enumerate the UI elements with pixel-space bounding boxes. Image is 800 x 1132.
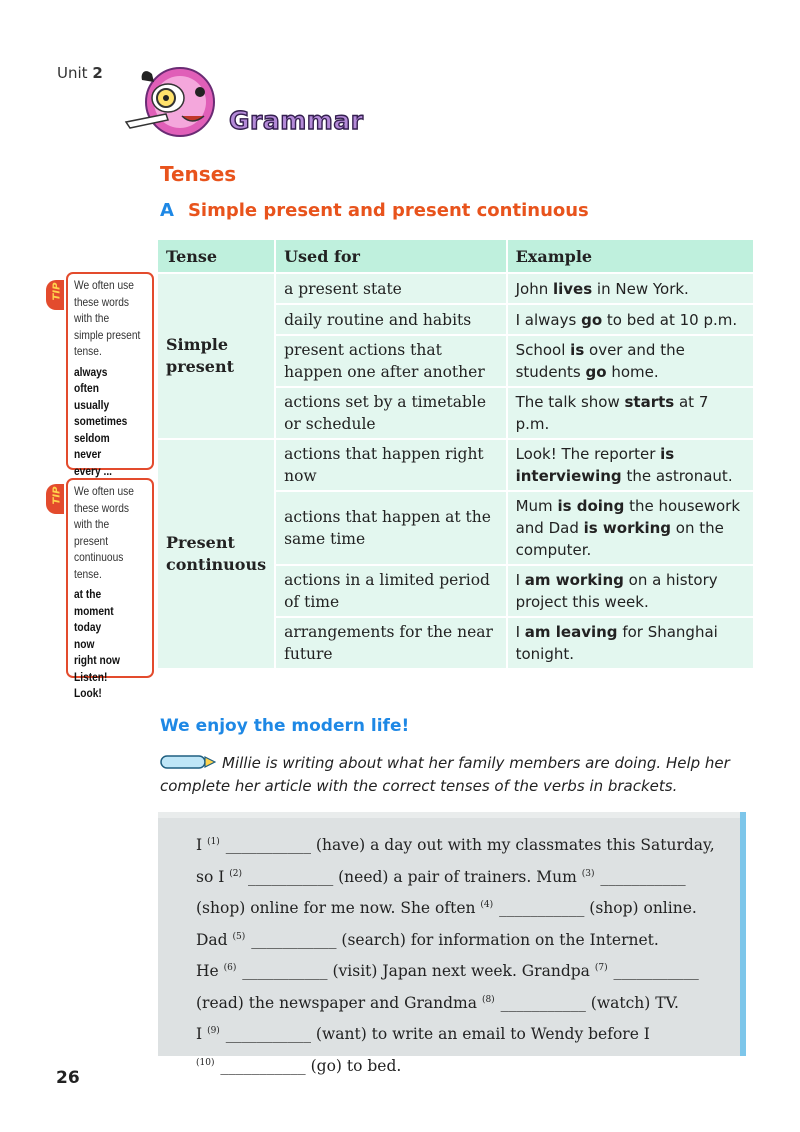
blank-number: (6) xyxy=(223,963,237,973)
list-item: today xyxy=(74,620,102,634)
example-cell: I am working on a history project this week. xyxy=(507,565,754,617)
list-item: right now xyxy=(74,653,120,667)
exercise-text-segment: (watch) TV. xyxy=(585,993,679,1012)
used-for-cell: daily routine and habits xyxy=(275,304,507,335)
exercise-title: We enjoy the modern life! xyxy=(160,716,410,736)
list-item: often xyxy=(74,381,99,395)
subsection-letter: A xyxy=(160,200,174,221)
used-for-cell: actions that happen right now xyxy=(275,439,507,491)
exercise-line xyxy=(196,828,736,860)
blank-number: (2) xyxy=(229,868,243,879)
header-example: Example xyxy=(507,240,754,273)
answer-blank[interactable]: ___________ xyxy=(495,993,586,1012)
tense-present-continuous: Present continuous xyxy=(158,439,275,669)
example-cell: Mum is doing the housework and Dad is working on the computer. xyxy=(507,491,754,565)
example-cell: John lives in New York. xyxy=(507,273,754,304)
tip-word-list xyxy=(74,364,146,480)
used-for-cell: present actions that happen one after another xyxy=(275,335,507,387)
answer-blank[interactable]: ___________ xyxy=(494,899,585,917)
grammar-mascot-icon xyxy=(122,62,234,142)
exercise-text-segment: (need) a pair of trainers. Mum xyxy=(333,867,582,886)
list-item: now xyxy=(74,636,95,651)
tense-simple-present: Simple present xyxy=(158,273,275,439)
answer-blank[interactable]: ___________ xyxy=(220,1025,311,1043)
exercise-text-segment: I xyxy=(196,1025,208,1043)
list-item: sometimes xyxy=(74,414,128,428)
exercise-text-segment: (want) to write an email to Wendy before I xyxy=(311,1025,650,1043)
example-cell: School is over and the students go home. xyxy=(507,335,754,387)
exercise-text-segment: so I xyxy=(196,867,230,886)
exercise-text-segment: (shop) online for me now. She often xyxy=(196,899,481,917)
list-item: seldom xyxy=(74,430,110,445)
exercise-line xyxy=(196,923,736,955)
example-cell: I am leaving for Shanghai tonight. xyxy=(507,617,754,669)
example-cell: Look! The reporter is interviewing the astronaut. xyxy=(507,439,754,491)
exercise-paper xyxy=(158,812,746,1075)
tip-word-list xyxy=(74,586,146,702)
exercise-line xyxy=(196,891,736,923)
list-item: usually xyxy=(74,397,110,412)
exercise-text-segment: He xyxy=(196,962,224,980)
answer-blank[interactable]: ___________ xyxy=(608,962,699,980)
exercise-line xyxy=(196,860,736,892)
answer-blank[interactable]: ___________ xyxy=(237,962,328,980)
tip-tag: TIP xyxy=(46,280,64,310)
answer-blank[interactable]: ___________ xyxy=(243,867,334,886)
answer-blank[interactable]: ___________ xyxy=(246,930,337,949)
exercise-text xyxy=(196,828,736,1080)
table-header-row xyxy=(158,240,754,273)
answer-blank[interactable]: ___________ xyxy=(215,1056,306,1075)
blank-number: (5) xyxy=(232,931,246,942)
used-for-cell: actions set by a timetable or schedule xyxy=(275,387,507,439)
blank-number: (3) xyxy=(581,868,595,879)
table-row xyxy=(158,439,754,491)
list-item: always xyxy=(74,364,108,379)
used-for-cell: actions in a limited period of time xyxy=(275,565,507,617)
blank-number: (10) xyxy=(196,1057,215,1068)
page-title: Tenses xyxy=(160,162,237,186)
exercise-text-segment: (search) for information on the Internet. xyxy=(336,930,659,949)
exercise-text-segment: (have) a day out with my classmates this Saturday, xyxy=(311,836,715,854)
list-item: Listen! xyxy=(74,669,108,684)
list-item: Look! xyxy=(74,686,102,700)
unit-number: 2 xyxy=(92,64,103,82)
header-used-for: Used for xyxy=(275,240,507,273)
exercise-instruction: Millie is writing about what her family members are doing. Help her complete her article with the correct tenses of the verbs in brackets. xyxy=(160,754,730,795)
unit-label: Unit 2 xyxy=(57,64,103,82)
exercise-line xyxy=(196,1017,736,1049)
exercise-line xyxy=(196,986,736,1018)
list-item: every ... xyxy=(74,463,112,478)
answer-blank[interactable]: ___________ xyxy=(220,836,311,854)
tip-intro: We often use these words with the simple present tense. xyxy=(74,278,141,358)
used-for-cell: a present state xyxy=(275,273,507,304)
example-cell: I always go to bed at 10 p.m. xyxy=(507,304,754,335)
exercise-text-segment: (go) to bed. xyxy=(305,1056,402,1075)
used-for-cell: arrangements for the near future xyxy=(275,617,507,669)
pencil-icon xyxy=(160,754,216,770)
exercise-text-segment: I xyxy=(196,836,208,854)
exercise-line xyxy=(196,954,736,986)
example-cell: The talk show starts at 7 p.m. xyxy=(507,387,754,439)
exercise-text-segment: (visit) Japan next week. Grandpa xyxy=(327,962,595,980)
used-for-cell: actions that happen at the same time xyxy=(275,491,507,565)
blank-number: (9) xyxy=(207,1026,220,1036)
exercise-text-segment: (shop) online. xyxy=(584,899,697,917)
tip-box-present-continuous xyxy=(66,478,154,700)
blank-number: (8) xyxy=(481,994,495,1005)
tip-intro: We often use these words with the present continuous tense. xyxy=(74,484,134,581)
page-number: 26 xyxy=(56,1068,80,1088)
tip-box-simple-present xyxy=(66,272,154,478)
exercise-line xyxy=(196,1049,736,1081)
table-row xyxy=(158,273,754,304)
section-title: Grammar xyxy=(229,106,364,135)
tense-table xyxy=(158,240,755,670)
blank-number: (4) xyxy=(480,900,494,910)
exercise-text-segment: (read) the newspaper and Grandma xyxy=(196,993,482,1012)
header-tense: Tense xyxy=(158,240,275,273)
subsection-title: A Simple present and present continuous xyxy=(160,200,589,221)
tip-tag: TIP xyxy=(46,484,64,514)
exercise-text-segment: Dad xyxy=(196,930,233,949)
blank-number: (7) xyxy=(594,963,608,973)
list-item: at the moment xyxy=(74,587,114,618)
list-item: never xyxy=(74,447,102,461)
blank-number: (1) xyxy=(207,837,220,847)
answer-blank[interactable]: ___________ xyxy=(595,867,686,886)
